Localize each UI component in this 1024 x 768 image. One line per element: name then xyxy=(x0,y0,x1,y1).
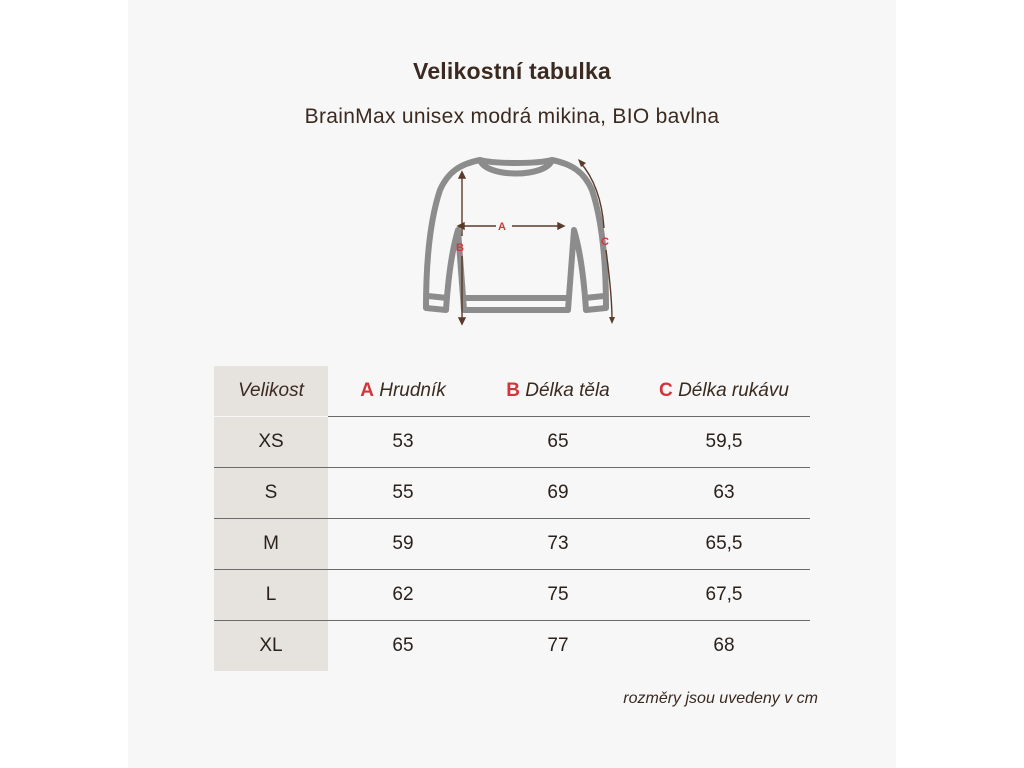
chest-cell: 55 xyxy=(328,468,478,519)
product-subtitle: BrainMax unisex modrá mikina, BIO bavlna xyxy=(304,105,720,128)
sleeve-length-cell: 65,5 xyxy=(638,519,810,570)
header-sleeve-length: C Délka rukávu xyxy=(638,366,810,417)
sleeve-length-cell: 67,5 xyxy=(638,570,810,621)
sleeve-length-cell: 63 xyxy=(638,468,810,519)
size-cell: M xyxy=(214,519,328,570)
body-length-cell: 77 xyxy=(547,635,569,656)
measure-label-a: A xyxy=(498,221,506,233)
chest-cell: 62 xyxy=(328,570,478,621)
size-cell: XS xyxy=(214,417,328,468)
header-body-length: B Délka těla xyxy=(478,366,638,417)
table-row xyxy=(214,570,810,621)
size-cell: S xyxy=(214,468,328,519)
header-size: Velikost xyxy=(214,366,328,417)
sweatshirt-icon xyxy=(416,150,616,330)
size-table xyxy=(214,366,810,671)
table-row xyxy=(214,621,810,672)
body-length-cell: 69 xyxy=(478,468,638,519)
table-row xyxy=(214,417,810,468)
sleeve-length-cell: 59,5 xyxy=(638,417,810,468)
size-cell: L xyxy=(214,570,328,621)
chest-cell: 65 xyxy=(392,635,414,656)
sleeve-length-cell: 68 xyxy=(713,635,735,656)
page-title: Velikostní tabulka xyxy=(413,58,611,84)
body-length-cell: 73 xyxy=(478,519,638,570)
table-row xyxy=(214,468,810,519)
units-note: rozměry jsou uvedeny v cm xyxy=(623,690,818,707)
body-length-cell: 65 xyxy=(478,417,638,468)
body-length-cell: 75 xyxy=(478,570,638,621)
measure-label-c: C xyxy=(601,236,609,248)
table-row xyxy=(214,519,810,570)
size-cell: XL xyxy=(214,621,328,672)
chest-cell: 59 xyxy=(328,519,478,570)
chest-cell: 53 xyxy=(328,417,478,468)
size-chart-card xyxy=(128,0,896,768)
measure-label-b: B xyxy=(456,242,464,254)
header-chest: A Hrudník xyxy=(328,366,478,417)
table-header-row xyxy=(214,366,810,417)
